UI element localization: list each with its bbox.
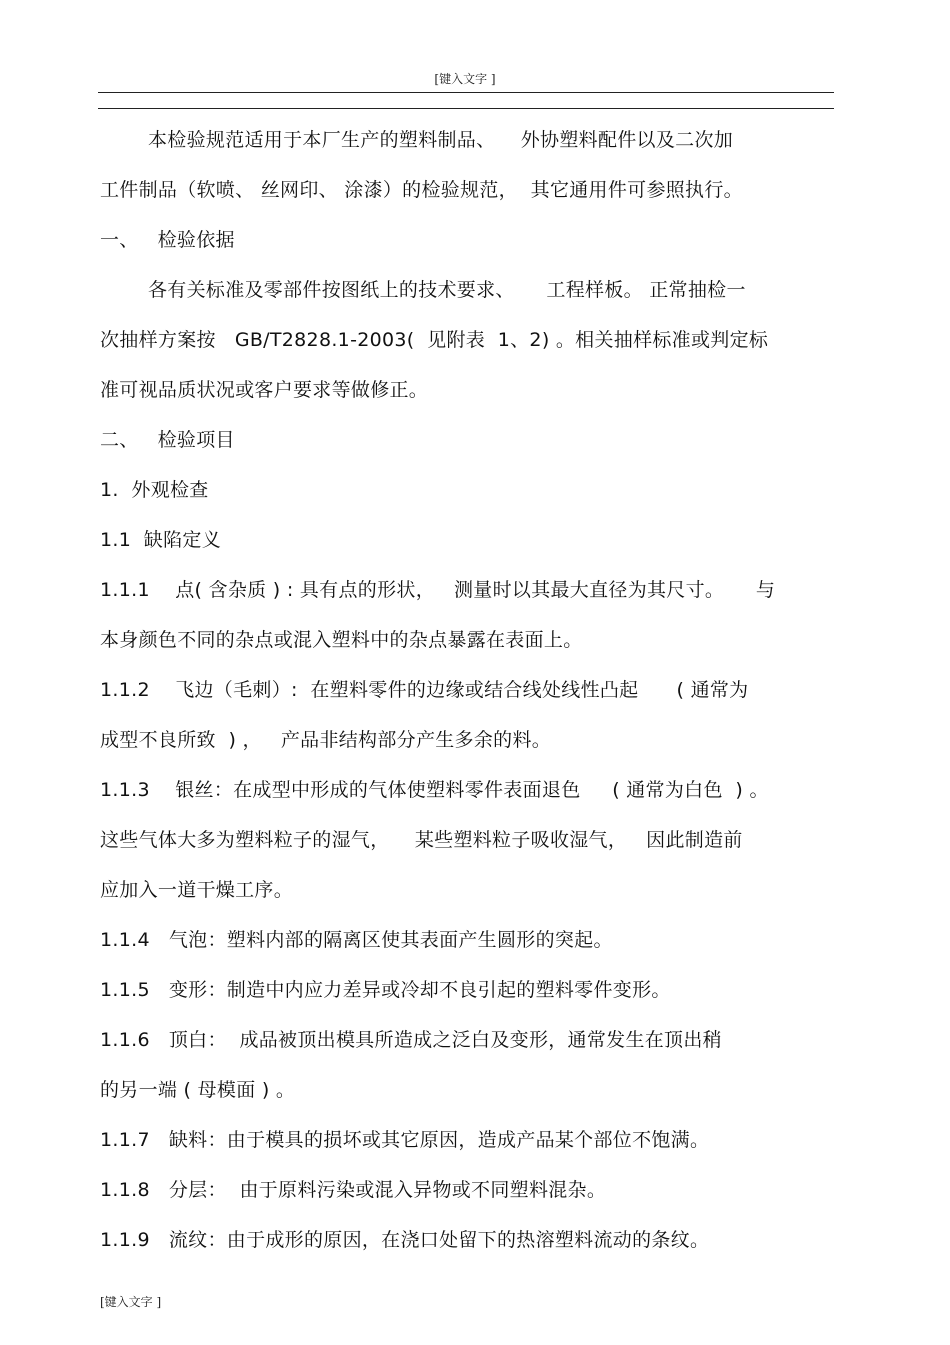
section-heading: 一、 检验依据 <box>100 229 235 251</box>
paragraph-line: 工件制品（软喷、 丝网印、 涂漆）的检验规范， 其它通用件可参照执行。 <box>100 179 743 201</box>
definition-line: 这些气体大多为塑料粒子的湿气， 某些塑料粒子吸收湿气， 因此制造前 <box>100 829 743 851</box>
paragraph-line: 次抽样方案按 GB/T2828.1-2003( 见附表 1、2) 。相关抽样标准或判定标 <box>100 329 769 351</box>
definition-line: 1.1.3 银丝：在成型中形成的气体使塑料零件表面退色 ( 通常为白色 ) 。 <box>100 779 769 801</box>
paragraph-line: 各有关标准及零部件按图纸上的技术要求、 工程样板。 正常抽检一 <box>148 279 746 301</box>
document-body <box>100 120 832 1270</box>
page-footer: [键入文字 ] <box>100 1295 162 1309</box>
definition-line: 1.1.6 顶白： 成品被顶出模具所造成之泛白及变形，通常发生在顶出稍 <box>100 1029 722 1051</box>
definition-line: 成型不良所致 ) ， 产品非结构部分产生多余的料。 <box>100 729 552 751</box>
definition-line: 1.1.7 缺料：由于模具的损坏或其它原因，造成产品某个部位不饱满。 <box>100 1129 710 1151</box>
header-rule-bottom <box>98 108 834 109</box>
section-heading: 二、 检验项目 <box>100 429 235 451</box>
subsection-heading: 1.1 缺陷定义 <box>100 529 221 551</box>
definition-line: 应加入一道干燥工序。 <box>100 879 294 901</box>
header-rule-top <box>98 92 834 93</box>
definition-line: 1.1.9 流纹：由于成形的原因，在浇口处留下的热溶塑料流动的条纹。 <box>100 1229 710 1251</box>
definition-line: 1.1.4 气泡：塑料内部的隔离区使其表面产生圆形的突起。 <box>100 929 613 951</box>
definition-line: 1.1.1 点( 含杂质 ) : 具有点的形状， 测量时以其最大直径为其尺寸。 与 <box>100 579 776 601</box>
definition-line: 本身颜色不同的杂点或混入塑料中的杂点暴露在表面上。 <box>100 629 583 651</box>
definition-line: 1.1.5 变形：制造中内应力差异或冷却不良引起的塑料零件变形。 <box>100 979 671 1001</box>
definition-line: 1.1.8 分层： 由于原料污染或混入异物或不同塑料混杂。 <box>100 1179 607 1201</box>
paragraph-line: 准可视品质状况或客户要求等做修正。 <box>100 379 429 401</box>
definition-line: 的另一端 ( 母模面 ) 。 <box>100 1079 296 1101</box>
definition-line: 1.1.2 飞边（毛刺）: 在塑料零件的边缘或结合线处线性凸起 ( 通常为 <box>100 679 749 701</box>
page-header: [键入文字 ] <box>434 72 496 86</box>
subsection-heading: 1. 外观检查 <box>100 479 209 501</box>
paragraph-line: 本检验规范适用于本厂生产的塑料制品、 外协塑料配件以及二次加 <box>148 129 734 151</box>
